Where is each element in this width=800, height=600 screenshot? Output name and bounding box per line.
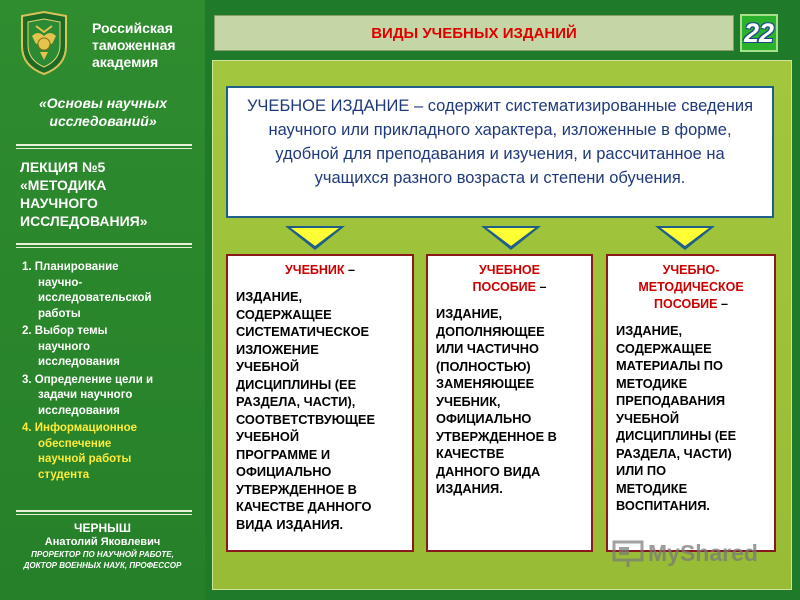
card-title-dash: – (536, 280, 547, 294)
page-number: 22 (743, 18, 775, 48)
watermark (608, 534, 778, 574)
card-title-dash: – (344, 263, 355, 277)
card-body (428, 296, 591, 498)
outline-item-planning[interactable] (22, 260, 202, 322)
card-body-line: ДИСЦИПЛИНЫ (ЕЕ (236, 376, 357, 392)
academy-name-line: академия (92, 54, 159, 70)
card-body (608, 313, 774, 515)
card-body-line: КАЧЕСТВЕ ДАННОГО (236, 499, 372, 514)
card-body-line: УЧЕБНОЙ (236, 429, 300, 444)
definition-text: – содержит систематизированные сведения научного или прикладного характера, изложенные в форме, удобной для преподавания и изучения, и рассчитанное на учащихся разного возраста и степени обучения. (268, 97, 754, 187)
card-title-text: УЧЕБНО- (662, 263, 720, 277)
author-degree: ДОКТОР ВОЕННЫХ НАУК, ПРОФЕССОР (23, 561, 182, 570)
card-body-line: МЕТОДИКЕ (616, 480, 688, 496)
academy-name-line: таможенная (92, 37, 176, 53)
arrow-down-icon (479, 224, 543, 252)
card-body-line: ИЛИ ЧАСТИЧНО (436, 341, 539, 356)
card-body-line: МАТЕРИАЛЫ ПО (616, 358, 723, 373)
outline-item-topic-choice[interactable] (22, 324, 202, 371)
academy-emblem-icon (18, 10, 70, 76)
academy-name-line: Российская (92, 20, 173, 36)
lecture-title (20, 158, 200, 230)
outline-item-info-support[interactable] (22, 421, 202, 483)
lecture-title-line: ИССЛЕДОВАНИЯ» (20, 213, 148, 229)
definition-box (226, 86, 774, 218)
card-title-text: ПОСОБИЕ (472, 280, 536, 294)
card-body-line: МЕТОДИКЕ (616, 375, 688, 391)
card-body-line: ИЗДАНИЕ, (616, 323, 683, 338)
presentation-icon (612, 540, 644, 568)
sidebar (0, 0, 205, 600)
lecture-title-line: ЛЕКЦИЯ №5 (20, 159, 106, 175)
outline-item-text: работы (38, 307, 81, 320)
card-body-line: (ПОЛНОСТЬЮ) (436, 358, 531, 374)
outline-item-text: исследовательской (38, 292, 152, 304)
divider (16, 144, 192, 146)
outline-item-text: 1. Планирование (22, 261, 119, 273)
card-body-line: УТВЕРЖДЕННОЕ В (436, 428, 557, 444)
arrow-down-icon (283, 224, 347, 252)
card-body (228, 279, 412, 533)
arrow-down-icon (653, 224, 717, 252)
card-body-line: ВОСПИТАНИЯ. (616, 498, 710, 513)
card-title-text: УЧЕБНОЕ (479, 263, 540, 277)
academy-name (92, 20, 202, 71)
outline-item-text: 4. Информационное (22, 422, 138, 434)
card-body-line: ПРЕПОДАВАНИЯ (616, 393, 726, 408)
outline-item-text: обеспечение (38, 437, 112, 450)
card-title (428, 256, 591, 296)
card-body-line: СОДЕРЖАЩЕЕ (236, 306, 332, 322)
card-body-line: ДАННОГО ВИДА (436, 463, 541, 479)
slide-header (214, 15, 734, 51)
outline-item-text: научно- (38, 276, 83, 289)
card-body-line: РАЗДЕЛА, ЧАСТИ), (236, 394, 356, 409)
card-title-dash: – (717, 297, 728, 311)
author-position: ПРОРЕКТОР ПО НАУЧНОЙ РАБОТЕ, (31, 550, 174, 559)
card-body-line: УТВЕРЖДЕННОЕ В (236, 481, 357, 497)
card-body-line: ИЛИ ПО (616, 463, 667, 478)
outline-item-text: задачи научного (38, 389, 133, 401)
card-body-line: СИСТЕМАТИЧЕСКОЕ (236, 324, 370, 339)
card-body-line: УЧЕБНОЙ (236, 359, 300, 374)
course-title-line: исследований» (49, 113, 157, 129)
lecture-outline (22, 260, 202, 485)
definition-term: УЧЕБНОЕ ИЗДАНИЕ (246, 97, 410, 115)
author-name: Анатолий Яковлевич (44, 536, 161, 548)
outline-item-text: научного (38, 340, 91, 353)
outline-item-text: 2. Выбор темы (22, 325, 108, 337)
card-body-line: ДОПОЛНЯЮЩЕЕ (436, 323, 545, 339)
slide-title: ВИДЫ УЧЕБНЫХ ИЗДАНИЙ (371, 25, 577, 42)
watermark-text: MyShared (648, 540, 758, 566)
author-surname: ЧЕРНЫШ (74, 521, 131, 535)
card-title (608, 256, 774, 313)
card-body-line: ИЗДАНИЯ. (436, 481, 503, 496)
card-body-line: ОФИЦИАЛЬНО (436, 411, 532, 426)
card-body-line: ВИДА ИЗДАНИЯ. (236, 516, 344, 532)
card-body-line: ЗАМЕНЯЮЩЕЕ (436, 376, 535, 391)
outline-item-text: научной работы (38, 453, 132, 465)
card-body-line: ОФИЦИАЛЬНО (236, 464, 332, 479)
author-block (0, 521, 205, 571)
card-title-text: МЕТОДИЧЕСКОЕ (638, 280, 744, 294)
card-body-line: СОДЕРЖАЩЕЕ (616, 340, 712, 356)
outline-item-goals[interactable] (22, 373, 202, 420)
outline-item-text: 3. Определение цели и (22, 373, 154, 386)
divider (16, 510, 192, 512)
card-body-line: УЧЕБНОЙ (616, 410, 680, 426)
card-methodical-guide (606, 254, 776, 552)
card-body-line: РАЗДЕЛА, ЧАСТИ) (616, 445, 732, 461)
card-title-text: ПОСОБИЕ (654, 297, 718, 311)
outline-item-text: исследования (38, 404, 120, 417)
card-body-line: УЧЕБНИК, (436, 393, 501, 409)
lecture-title-line: НАУЧНОГО (20, 195, 98, 211)
course-title (8, 94, 198, 130)
card-body-line: ИЗДАНИЕ, (436, 306, 503, 321)
card-title-text: УЧЕБНИК (285, 263, 345, 277)
card-title (228, 256, 412, 279)
card-study-guide (426, 254, 593, 552)
card-body-line: ИЗДАНИЕ, (236, 289, 303, 304)
outline-item-text: студента (38, 468, 90, 481)
card-textbook (226, 254, 414, 552)
card-body-line: ИЗЛОЖЕНИЕ (236, 341, 319, 357)
page-number-badge (740, 14, 778, 52)
outline-item-text: исследования (38, 356, 120, 368)
course-title-line: «Основы научных (39, 95, 167, 111)
card-body-line: ДИСЦИПЛИНЫ (ЕЕ (616, 428, 737, 443)
divider (16, 243, 192, 245)
card-body-line: КАЧЕСТВЕ (436, 446, 505, 461)
card-body-line: СООТВЕТСТВУЮЩЕЕ (236, 411, 376, 427)
lecture-title-line: «МЕТОДИКА (20, 177, 107, 193)
card-body-line: ПРОГРАММЕ И (236, 446, 331, 462)
